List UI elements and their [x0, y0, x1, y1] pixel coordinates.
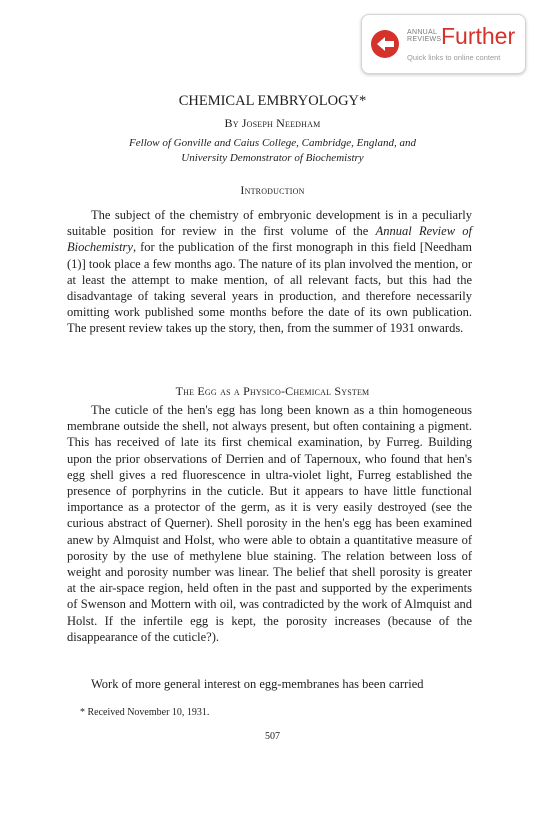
article-title: CHEMICAL EMBRYOLOGY* [178, 93, 367, 109]
egg-section-paragraph-2 [67, 676, 472, 692]
egg-paragraph-text: The cuticle of the hen's egg has long been known as a thin homogeneous membrane outside the shell, not always present, but often containing a pigment. This has received of late its first chemical examination, by Furreg. Building upon the prior observations of Derrien and of Tapernoux, who found that hen's egg shell gives a red fluorescence in ultra-violet light, Furreg established the presence of porphyrins in the cuticle. But it appears to have little functional importance as a protector of the germ, as it is very easily destroyed (see the curious abstract of Querner). Shell porosity in the hen's egg has been examined anew by Almquist and Holst, who were able to obtain a quantitative measure of porosity by the use of methylene blue staining. The relation between loss of weight and porosity number was linear. The belief that shell porosity is greater at the air-space region, held often in the past and supported by the experiments of Swenson and Mottern with oil, was contradicted by the work of Almquist and Holst. If the infertile egg is kept, the porosity increases (because of the disappearance of the cuticle?). [67, 403, 472, 644]
egg-paragraph-2-text: Work of more general interest on egg-membranes has been carried [91, 677, 424, 691]
byline-by: By [224, 116, 239, 130]
speaker-arrow-icon [370, 29, 400, 59]
affiliation-line-1: Fellow of Gonville and Caius College, Cambridge, England, and [129, 137, 416, 149]
introduction-heading: Introduction [240, 183, 305, 197]
affiliation-line-2: University Demonstrator of Biochemistry [181, 152, 364, 164]
egg-section-paragraph [67, 402, 472, 645]
annual-reviews-label: ANNUAL REVIEWS [407, 29, 442, 43]
journal-title: Annual Review of Biochemistry [67, 224, 473, 255]
byline [0, 116, 545, 131]
footnote: * Received November 10, 1931. [80, 707, 210, 718]
egg-section-heading: The Egg as a Physico-Chemical System [175, 384, 370, 398]
author-name: Joseph Needham [241, 116, 321, 130]
intro-text-part-1: The subject of the chemistry of embryonic development is in a peculiarly suitable position for review in the first volume of the [67, 208, 472, 239]
affiliation [0, 136, 545, 166]
further-label: Further [441, 23, 516, 49]
intro-text-part-2: , for the publication of the first monograph in this field [Needham (1)] took place a few months ago. The nature of its plan involved the mention, or at least the attempt to make mention, of all relevant facts, but this had the disadvantage of taking several years in production, and therefore necessarily omitting work published some months before the date of its own publication. The present review takes up the story, then, from the summer of 1931 onwards. [67, 240, 472, 336]
further-badge[interactable] [361, 14, 526, 74]
page-number: 507 [265, 731, 280, 742]
quick-links-label: Quick links to online content [407, 53, 501, 62]
introduction-paragraph [67, 207, 472, 337]
